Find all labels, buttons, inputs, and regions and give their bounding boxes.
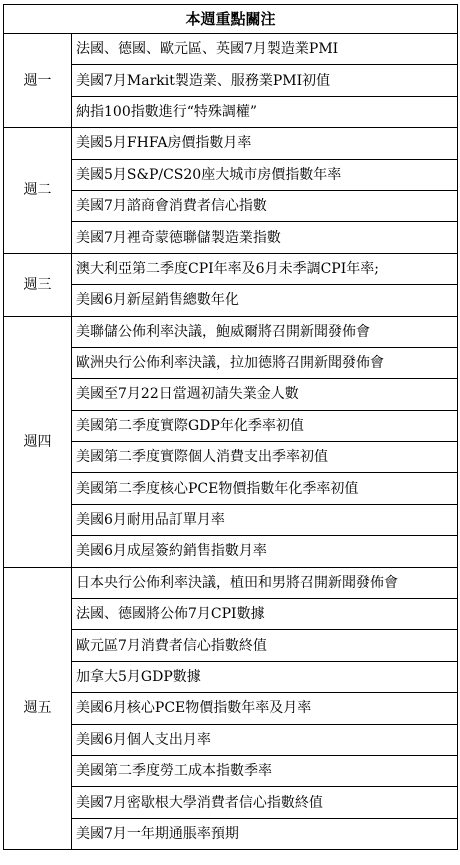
event-item: 美國5月FHFA房價指數月率 <box>72 128 458 159</box>
event-item: 美國第二季度實際個人消費支出季率初值 <box>72 442 458 473</box>
event-row <box>4 347 458 378</box>
event-item: 法國、德國將公佈7月CPI數據 <box>72 599 458 630</box>
event-item: 美國7月密歇根大學消費者信心指數終值 <box>72 787 458 818</box>
event-row <box>4 536 458 567</box>
event-row <box>4 787 458 818</box>
event-item: 納指100指數進行“特殊調權” <box>72 96 458 127</box>
event-row <box>4 755 458 786</box>
event-row <box>4 693 458 724</box>
event-item: 美國第二季度勞工成本指數季率 <box>72 755 458 786</box>
event-item: 美國7月一年期通脹率預期 <box>72 818 458 849</box>
table-title: 本週重點關注 <box>4 5 458 34</box>
table-body <box>4 5 458 850</box>
event-item: 美國7月諮商會消費者信心指數 <box>72 190 458 221</box>
event-row <box>4 818 458 849</box>
event-item: 法國、德國、歐元區、英國7月製造業PMI <box>72 34 458 65</box>
event-item: 美國7月裡奇蒙德聯儲製造業指數 <box>72 222 458 253</box>
title-row <box>4 5 458 34</box>
event-row <box>4 630 458 661</box>
day-label: 週一 <box>4 34 72 128</box>
weekly-focus-table <box>3 4 458 850</box>
event-row <box>4 442 458 473</box>
event-row <box>4 661 458 692</box>
event-row <box>4 473 458 504</box>
event-row <box>4 379 458 410</box>
event-item: 歐洲央行公佈利率決議，拉加德將召開新聞發佈會 <box>72 347 458 378</box>
event-item: 美國6月耐用品訂單月率 <box>72 504 458 535</box>
event-item: 澳大利亞第二季度CPI年率及6月未季調CPI年率; <box>72 253 458 284</box>
event-item: 美國第二季度實際GDP年化季率初值 <box>72 410 458 441</box>
event-row <box>4 190 458 221</box>
event-row <box>4 253 458 284</box>
event-item: 美國6月成屋簽約銷售指數月率 <box>72 536 458 567</box>
event-row <box>4 128 458 159</box>
event-row <box>4 34 458 65</box>
event-row <box>4 316 458 347</box>
event-row <box>4 504 458 535</box>
event-row <box>4 567 458 598</box>
event-row <box>4 724 458 755</box>
event-row <box>4 285 458 316</box>
day-label: 週五 <box>4 567 72 850</box>
event-row <box>4 159 458 190</box>
event-row <box>4 599 458 630</box>
event-item: 歐元區7月消費者信心指數終值 <box>72 630 458 661</box>
event-row <box>4 410 458 441</box>
event-item: 美國6月新屋銷售總數年化 <box>72 285 458 316</box>
event-item: 美國第二季度核心PCE物價指數年化季率初值 <box>72 473 458 504</box>
day-label: 週四 <box>4 316 72 567</box>
day-label: 週三 <box>4 253 72 316</box>
event-item: 美國6月個人支出月率 <box>72 724 458 755</box>
event-item: 加拿大5月GDP數據 <box>72 661 458 692</box>
event-row <box>4 65 458 96</box>
event-item: 日本央行公佈利率決議，植田和男將召開新聞發佈會 <box>72 567 458 598</box>
event-item: 美聯儲公佈利率決議，鮑威爾將召開新聞發佈會 <box>72 316 458 347</box>
event-row <box>4 96 458 127</box>
day-label: 週二 <box>4 128 72 254</box>
event-item: 美國7月Markit製造業、服務業PMI初值 <box>72 65 458 96</box>
event-item: 美國至7月22日當週初請失業金人數 <box>72 379 458 410</box>
event-item: 美國6月核心PCE物價指數年率及月率 <box>72 693 458 724</box>
event-item: 美國5月S&P/CS20座大城市房價指數年率 <box>72 159 458 190</box>
event-row <box>4 222 458 253</box>
